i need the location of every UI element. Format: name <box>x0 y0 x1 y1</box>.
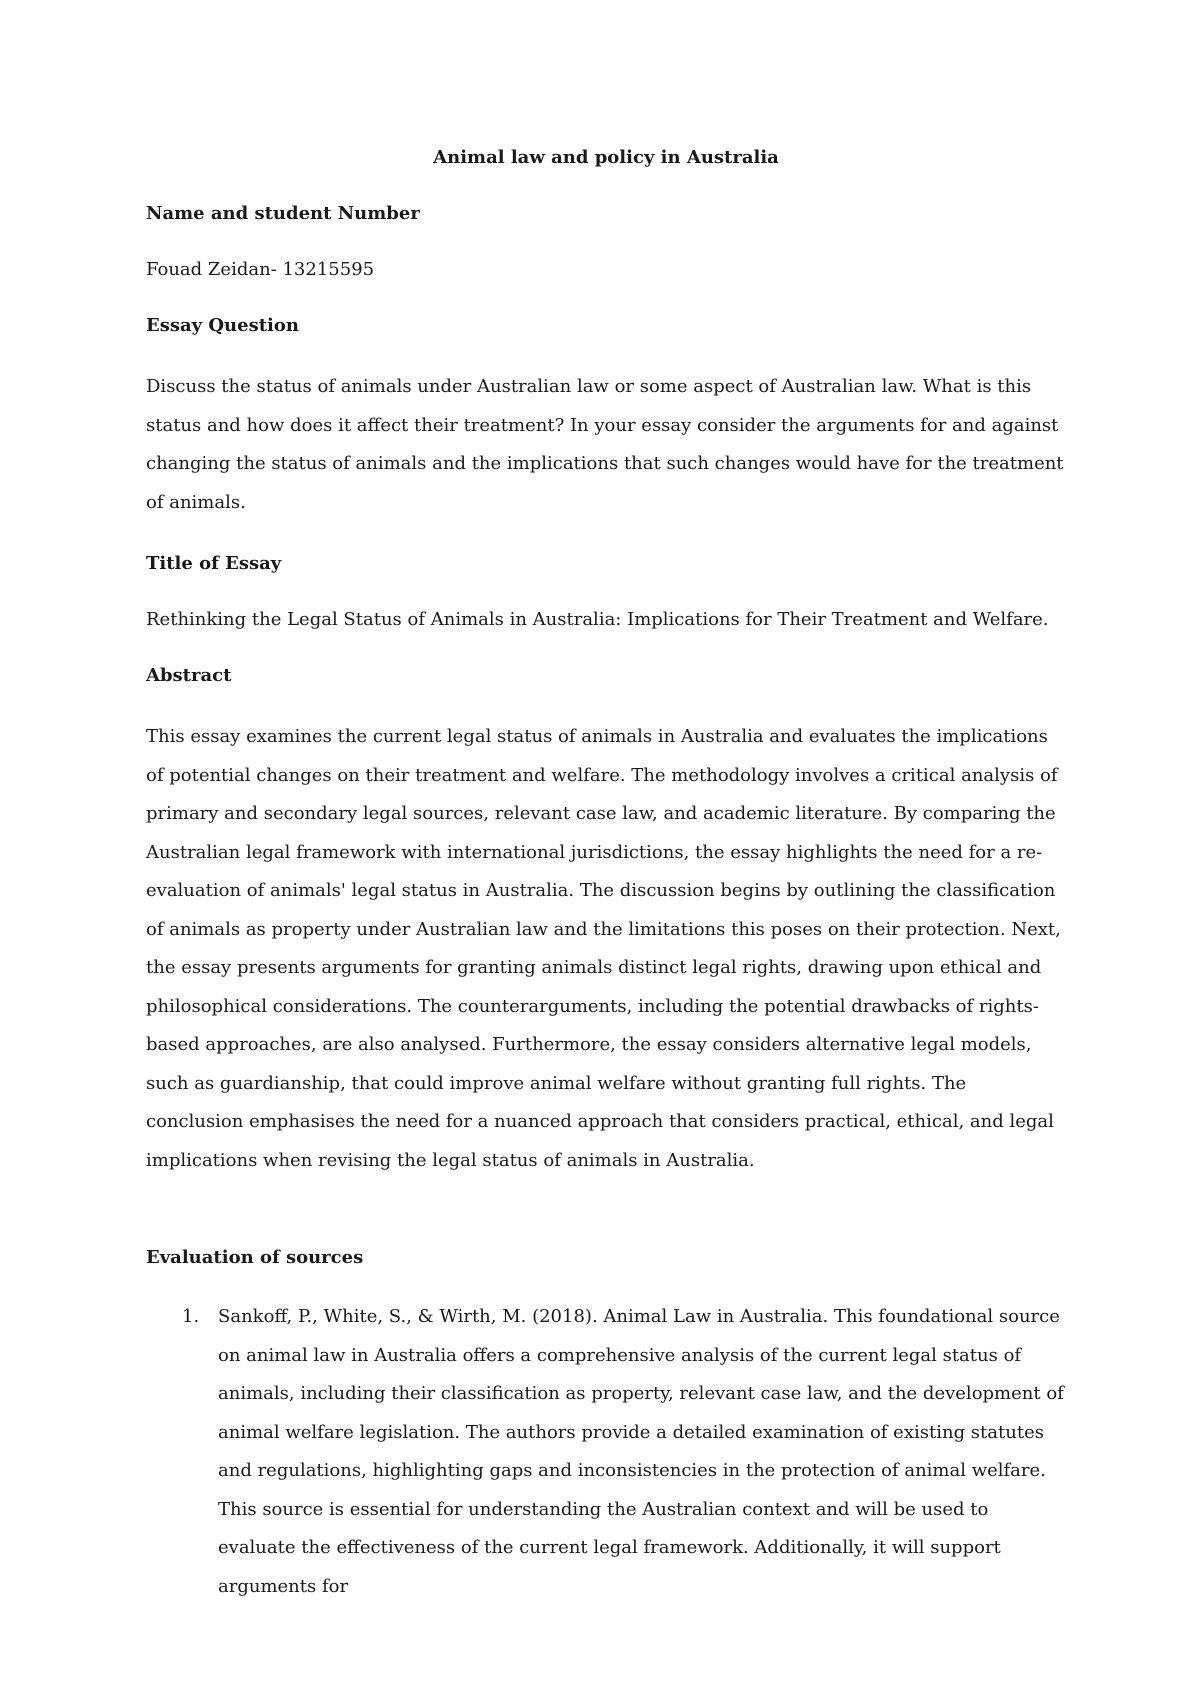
document-page <box>146 144 1066 1606</box>
sources-heading: Evaluation of sources <box>146 1247 364 1268</box>
abstract-text: This essay examines the current legal status of animals in Australia and evaluates the implications of potential changes on their treatment and welfare. The methodology involves a critical analysis of primary and secondary legal sources, relevant case law, and academic literature. By comparing the Australian legal framework with international jurisdictions, the essay highlights the need for a re-evaluation of animals' legal status in Australia. The discussion begins by outlining the classification of animals as property under Australian law and the limitations this poses on their protection. Next, the essay presents arguments for granting animals distinct legal rights, drawing upon ethical and philosophical considerations. The counterarguments, including the potential drawbacks of rights-based approaches, are also analysed. Furthermore, the essay considers alternative legal models, such as guardianship, that could improve animal welfare without granting full rights. The conclusion emphasises the need for a nuanced approach that considers practical, ethical, and legal implications when revising the legal status of animals in Australia. <box>146 726 1061 1171</box>
essay-question-heading: Essay Question <box>146 315 299 336</box>
name-heading: Name and student Number <box>146 203 420 224</box>
essay-question-text: Discuss the status of animals under Australian law or some aspect of Australian law. What is this status and how does it affect their treatment? In your essay consider the arguments for and against changing the status of animals and the implications that such changes would have for the treatment of animals. <box>146 376 1064 513</box>
essay-title-heading: Title of Essay <box>146 553 282 574</box>
source-list-item <box>182 1298 1066 1606</box>
document-title: Animal law and policy in Australia <box>433 147 779 168</box>
essay-title-value: Rethinking the Legal Status of Animals in Australia: Implications for Their Treatment and Welfare. <box>146 609 1049 630</box>
sources-list <box>146 1298 1066 1606</box>
source-number: 1. <box>182 1306 200 1327</box>
source-text: Sankoff, P., White, S., & Wirth, M. (2018). Animal Law in Australia. This foundational source on animal law in Australia offers a comprehensive analysis of the current legal status of animals, including their classification as property, relevant case law, and the development of animal welfare legislation. The authors provide a detailed examination of existing statutes and regulations, highlighting gaps and inconsistencies in the protection of animal welfare. This source is essential for understanding the Australian context and will be used to evaluate the effectiveness of the current legal framework. Additionally, it will support arguments for <box>218 1306 1064 1597</box>
student-name-value: Fouad Zeidan- 13215595 <box>146 259 375 280</box>
abstract-heading: Abstract <box>146 665 232 686</box>
